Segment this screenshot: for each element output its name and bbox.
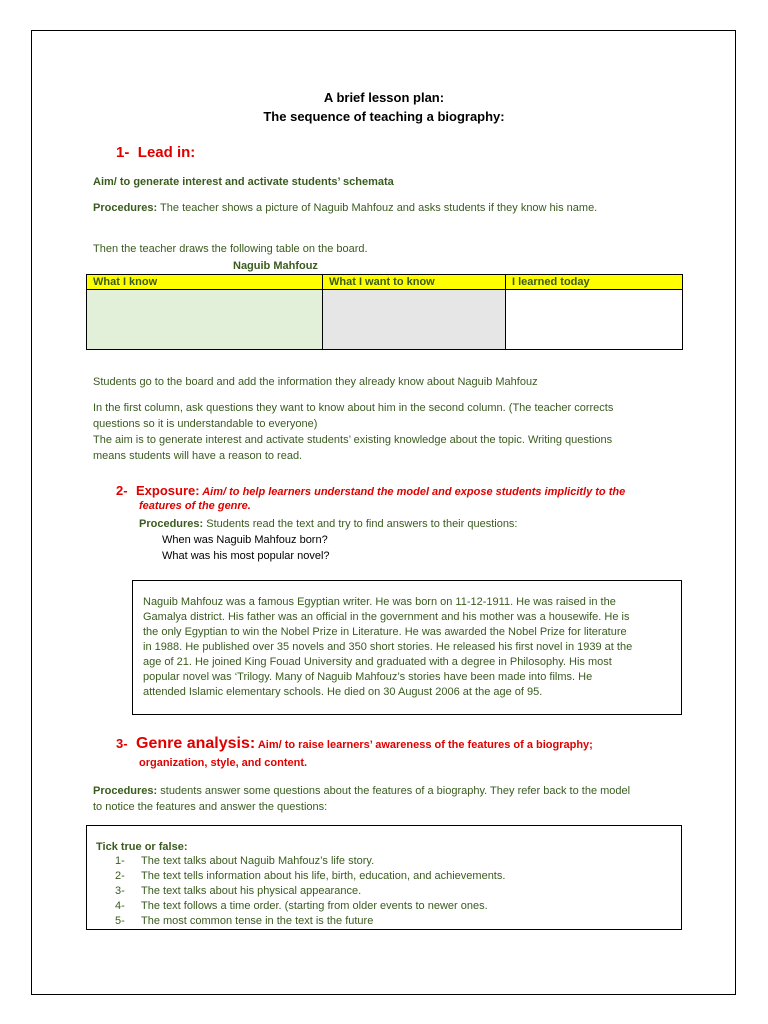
- section-1-aim: Aim/ to generate interest and activate students’ schemata: [93, 176, 394, 188]
- kwl-cell-learned: [506, 290, 683, 350]
- section-3-procedures-a: [93, 783, 630, 799]
- section-1-heading: [116, 144, 195, 162]
- question-2: What was his most popular novel?: [162, 550, 330, 562]
- section-2-aim-a: Aim/ to help learners understand the model and expose students implicitly to the: [199, 486, 626, 498]
- procedures-text: The teacher shows a picture of Naguib Mahfouz and asks students if they know his name.: [157, 202, 598, 214]
- after-table-line-2a: In the first column, ask questions they want to know about him in the second column. (The teacher corrects: [93, 402, 614, 414]
- section-1-title: Lead in:: [137, 144, 196, 161]
- procedures-label: Procedures:: [139, 518, 204, 530]
- title-line-2: The sequence of teaching a biography:: [263, 109, 505, 124]
- title-line-1: A brief lesson plan:: [323, 90, 445, 105]
- section-2-number: 2-: [116, 483, 128, 498]
- section-3-aim-b: organization, style, and content.: [139, 757, 308, 769]
- table-intro: Then the teacher draws the following table on the board.: [93, 243, 368, 255]
- bio-line: Naguib Mahfouz was a famous Egyptian writer. He was born on 11-12-1911. He was raised in the: [143, 596, 616, 608]
- procedures-text: Students read the text and try to find answers to their questions:: [203, 518, 518, 530]
- section-2-aim-b: features of the genre.: [139, 500, 251, 512]
- procedures-label: Procedures:: [93, 202, 158, 214]
- section-2-procedures: [139, 516, 518, 532]
- bio-line: attended Islamic elementary schools. He died on 30 August 2006 at the age of 95.: [143, 686, 543, 698]
- section-3-procedures-b: to notice the features and answer the questions:: [93, 801, 328, 813]
- question-1: When was Naguib Mahfouz born?: [162, 534, 328, 546]
- section-2-title: Exposure:: [136, 483, 200, 498]
- kwl-cell-want: [323, 290, 506, 350]
- kwl-header-row: [87, 275, 683, 290]
- kwl-body-row: [87, 290, 683, 350]
- procedures-label: Procedures:: [93, 785, 158, 797]
- tick-item: 1- The text talks about Naguib Mahfouz’s life story.: [115, 855, 375, 867]
- bio-line: popular novel was ‘Trilogy. Many of Naguib Mahfouz’s stories have been made into films. He: [143, 671, 593, 683]
- bio-line: the only Egyptian to win the Nobel Prize in Literature. He was awarded the Nobel Prize for literature: [143, 626, 627, 638]
- section-1-procedures: [93, 200, 597, 216]
- section-3-heading: [116, 735, 593, 753]
- bio-line: in 1988. He published over 35 novels and 350 short stories. He released his first novel in 1939 at the: [143, 641, 633, 653]
- kwl-cell-know: [87, 290, 323, 350]
- table-title: Naguib Mahfouz: [233, 260, 318, 272]
- after-table-line-3b: means students will have a reason to read.: [93, 450, 303, 462]
- tick-item: 3- The text talks about his physical appearance.: [115, 885, 362, 897]
- section-1-number: 1-: [116, 144, 130, 161]
- bio-line: Gamalya district. His father was an official in the government and his mother was a housewife. He is: [143, 611, 630, 623]
- kwl-table: [86, 274, 683, 350]
- biography-text: [143, 595, 678, 700]
- tick-title: Tick true or false:: [96, 841, 188, 853]
- section-3-number: 3-: [116, 736, 128, 751]
- after-table-line-1: Students go to the board and add the information they already know about Naguib Mahfouz: [93, 376, 538, 388]
- tick-item: 2- The text tells information about his life, birth, education, and achievements.: [115, 870, 506, 882]
- kwl-header-want: What I want to know: [323, 275, 506, 290]
- bio-line: age of 21. He joined King Fouad University and graduated with a degree in Philosophy. His most: [143, 656, 612, 668]
- kwl-header-learned: I learned today: [506, 275, 683, 290]
- section-3-title: Genre analysis:: [136, 735, 256, 752]
- procedures-text: students answer some questions about the features of a biography. They refer back to the model: [157, 785, 631, 797]
- after-table-line-2b: questions so it is understandable to everyone): [93, 418, 318, 430]
- kwl-header-know: What I know: [87, 275, 323, 290]
- section-3-aim-a: Aim/ to raise learners’ awareness of the features of a biography;: [255, 739, 593, 751]
- after-table-line-3a: The aim is to generate interest and activate students’ existing knowledge about the topic. Writing questions: [93, 434, 613, 446]
- tick-item: 4- The text follows a time order. (starting from older events to newer ones.: [115, 900, 488, 912]
- tick-item: 5- The most common tense in the text is the future: [115, 915, 374, 927]
- section-2-heading: [116, 482, 625, 500]
